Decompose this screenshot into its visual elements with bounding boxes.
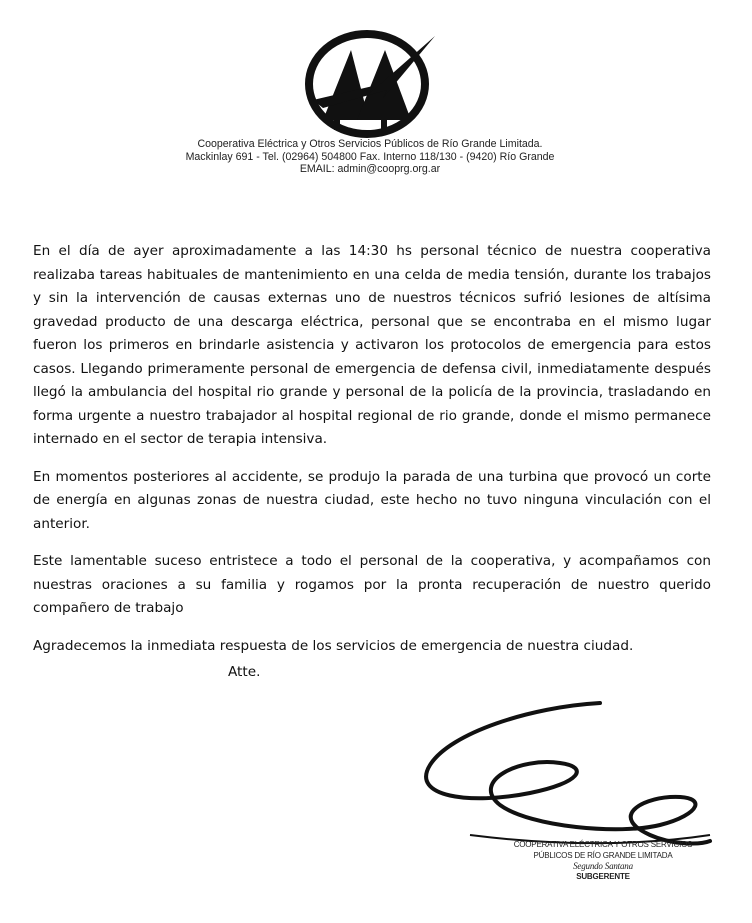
- org-name: Cooperativa Eléctrica y Otros Servicios Públicos de Río Grande Limitada.: [197, 138, 543, 150]
- signature-stamp: [488, 840, 718, 882]
- paragraph-2: En momentos posteriores al accidente, se produjo la parada de una turbina que provocó un corte de energía en algunas zonas de nuestra ciudad, este hecho no tuvo ninguna vinculación con el anterior.: [33, 468, 711, 532]
- cooperative-logo-icon: [303, 28, 437, 138]
- stamp-line-2: PÚBLICOS DE RÍO GRANDE LIMITADA: [533, 850, 673, 860]
- letterhead: [120, 138, 620, 176]
- org-address: Mackinlay 691 - Tel. (02964) 504800 Fax. Interno 118/130 - (9420) Río Grande: [185, 150, 555, 163]
- signer-role: SUBGERENTE: [576, 871, 630, 881]
- closing: Atte.: [228, 664, 261, 680]
- paragraph-3: Este lamentable suceso entristece a todo el personal de la cooperativa, y acompañamos con nuestras oraciones a su familia y rogamos por la pronta recuperación de nuestro querido compañero de trabajo: [33, 553, 711, 616]
- signer-name: Segundo Santana: [573, 861, 633, 871]
- paragraph-4: Agradecemos la inmediata respuesta de los servicios de emergencia de nuestra ciudad.: [33, 637, 634, 654]
- signature-icon: [410, 685, 720, 860]
- org-email: EMAIL: admin@cooprg.org.ar: [299, 163, 441, 175]
- paragraph-1: En el día de ayer aproximadamente a las 14:30 hs personal técnico de nuestra cooperativa realizaba tareas habituales de mantenimiento en una celda de media tensión, durante los trabajos y sin la intervención de causas externas uno de nuestros técnicos sufrió lesiones de altísima gravedad producto de una descarga eléctrica, personal que se encontraba en el mismo lugar fueron los primeros en brindarle asistencia y activaron los protocolos de emergencia para estos casos. Llegando primeramente personal de emergencia de defensa civil, inmediatamente después llegó la ambulancia del hospital rio grande y personal de la policía de la provincia, trasladando en forma urgente a nuestro trabajador al hospital regional de rio grande, donde el mismo permanece internado en el sector de terapia intensiva.: [33, 243, 711, 447]
- letter-body: [33, 240, 711, 672]
- stamp-line-1: COOPERATIVA ELÉCTRICA Y OTROS SERVICIOS: [513, 840, 693, 849]
